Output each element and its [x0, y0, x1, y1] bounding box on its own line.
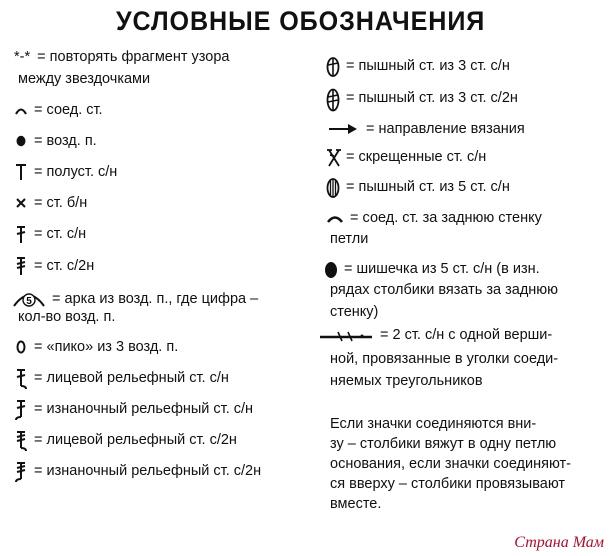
arc-icon [14, 100, 28, 120]
legend-text: рядах столбики вязать за заднюю [330, 282, 559, 298]
legend-text: между звездочками [18, 71, 151, 87]
legend-text: = лицевой рельефный ст. с/н [34, 369, 229, 386]
legend-item-joined-dc-cont2 [330, 372, 483, 391]
arrow-icon [326, 119, 360, 139]
legend-item-slst [14, 100, 103, 120]
two-dc-joined-icon [318, 325, 374, 345]
legend-item-bobble-cont2 [330, 303, 378, 322]
legend-item-bobble-cont [330, 281, 558, 300]
bobble-icon [324, 259, 338, 279]
legend-item-bobble [324, 259, 540, 279]
legend-item-sc [14, 193, 87, 213]
legend-item-direction [326, 119, 525, 139]
legend-item-chain [14, 131, 97, 151]
note-line: Если значки соединяются вни- [330, 416, 537, 432]
tr-icon [14, 256, 28, 276]
legend-text: = изнаночный рельефный ст. с/2н [34, 462, 262, 479]
legend-item-tr [14, 256, 94, 276]
note-line: ся вверху – столбики провязывают [330, 476, 566, 492]
legend-item-picot [14, 337, 178, 357]
legend-text: = ст. с/н [34, 225, 87, 242]
crossed-dc-icon [326, 147, 340, 167]
tee-icon [14, 162, 28, 182]
legend-text: = направление вязания [366, 120, 525, 137]
legend-text: = пышный ст. из 5 ст. с/н [346, 178, 510, 195]
cross-icon [14, 193, 28, 213]
legend-text: = арка из возд. п., где цифра – [52, 290, 259, 307]
page-title: УСЛОВНЫЕ ОБОЗНАЧЕНИЯ [116, 6, 486, 36]
legend-item-puff3dc [326, 56, 510, 76]
note-line: вместе. [330, 496, 382, 512]
legend-text: = ст. б/н [34, 194, 88, 211]
picot-icon [14, 337, 28, 357]
legend-text: ной, провязанные в уголки соеди- [330, 351, 559, 367]
arch-icon [12, 289, 46, 309]
legend-text: = пышный ст. из 3 ст. с/н [346, 57, 510, 74]
front-post-tr-icon [14, 430, 28, 450]
legend-item-puff3tr [326, 88, 518, 108]
legend-item-arch [12, 289, 258, 309]
front-post-dc-icon [14, 368, 28, 388]
legend-text: няемых треугольников [330, 373, 483, 389]
legend-item-hdc [14, 162, 117, 182]
legend-text: = «пико» из 3 возд. п. [34, 338, 179, 355]
legend-item-blo-slst [326, 208, 542, 228]
legend-item-repeat [14, 48, 229, 67]
legend-text: = пышный ст. из 3 ст. с/2н [346, 89, 518, 106]
note-line: основания, если значки соединяют- [330, 456, 572, 472]
puff-5dc-icon [326, 177, 340, 197]
legend-text: = изнаночный рельефный ст. с/н [34, 400, 254, 417]
arch-number: 5 [26, 296, 32, 307]
note-paragraph [330, 414, 571, 514]
legend-text: = соед. ст. [34, 101, 103, 118]
legend-text: кол-во возд. п. [18, 309, 116, 325]
legend-item-joined-dc [318, 325, 552, 345]
legend-item-dc [14, 224, 86, 244]
back-post-dc-icon [14, 399, 28, 419]
legend-item-repeat-cont [18, 70, 150, 89]
legend-text: = шишечка из 5 ст. с/н (в изн. [344, 260, 540, 277]
legend-text: = 2 ст. с/н с одной верши- [380, 326, 553, 343]
asterisk-symbol: *-* [14, 49, 31, 65]
legend-text: = лицевой рельефный ст. с/2н [34, 431, 237, 448]
legend-text: петли [330, 231, 369, 247]
legend-text: = скрещенные ст. с/н [346, 148, 487, 165]
puff-3dc-icon [326, 56, 340, 76]
legend-item-blo-slst-cont [330, 230, 368, 249]
legend-item-bptr [14, 461, 261, 481]
back-loop-slst-icon [326, 208, 344, 228]
legend-text: = возд. п. [34, 132, 97, 149]
legend-item-bpdc [14, 399, 253, 419]
legend-item-arch-cont [18, 308, 115, 327]
legend-text: стенку) [330, 304, 379, 320]
legend-item-puff5dc [326, 177, 510, 197]
legend-text: = соед. ст. за заднюю стенку [350, 209, 542, 226]
legend-item-joined-dc-cont [330, 350, 558, 369]
legend-item-crossed [326, 147, 486, 167]
dc-icon [14, 224, 28, 244]
legend-item-fpdc [14, 368, 229, 388]
dot-icon [14, 131, 28, 151]
back-post-tr-icon [14, 461, 28, 481]
watermark-logo: Страна Мам [514, 534, 604, 551]
legend-text: = повторять фрагмент узора [37, 49, 230, 65]
note-line: зу – столбики вяжут в одну петлю [330, 436, 557, 452]
puff-3tr-icon [326, 88, 340, 108]
legend-item-fptr [14, 430, 237, 450]
legend-text: = полуст. с/н [34, 163, 118, 180]
legend-text: = ст. с/2н [34, 257, 95, 274]
